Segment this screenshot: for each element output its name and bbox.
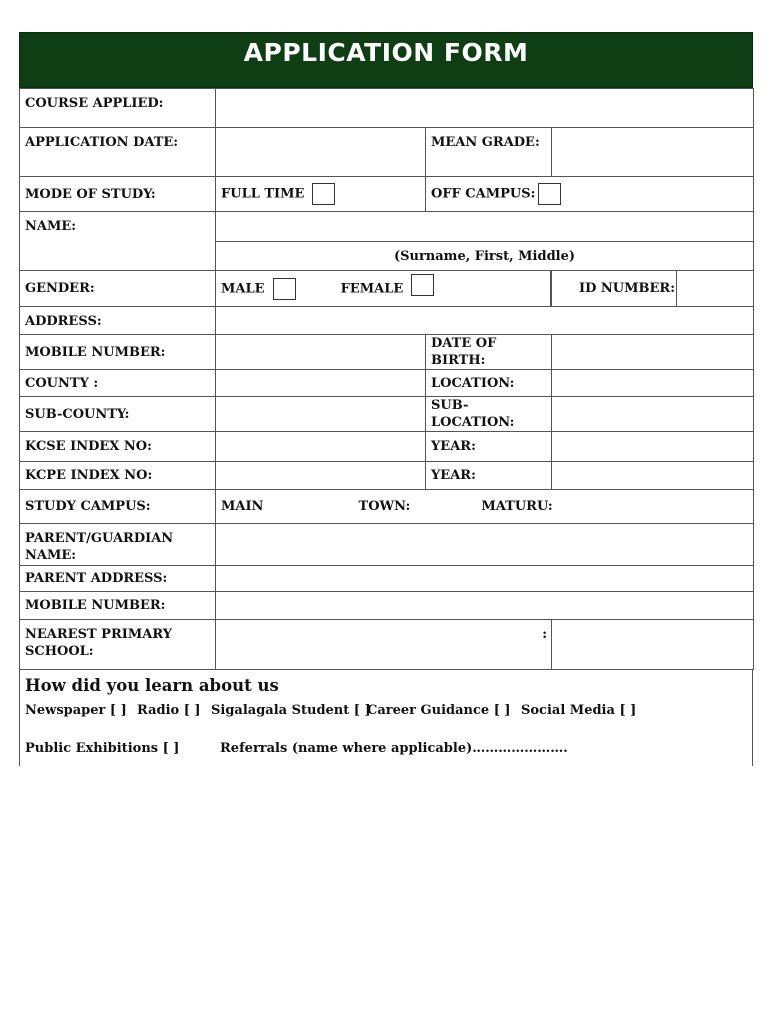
- kcse-year-field[interactable]: [552, 432, 754, 462]
- mobile-number-field[interactable]: [216, 335, 426, 370]
- newspaper-option[interactable]: Newspaper [ ]: [25, 703, 127, 718]
- kcse-index-label: KCSE INDEX NO:: [20, 432, 216, 462]
- sub-county-field[interactable]: [216, 397, 426, 432]
- address-label: ADDRESS:: [20, 307, 216, 335]
- mode-of-study-label: MODE OF STUDY:: [20, 177, 216, 212]
- off-campus-cell: [426, 177, 754, 212]
- full-time-checkbox[interactable]: [312, 183, 335, 205]
- kcpe-year-label: YEAR:: [426, 462, 552, 490]
- application-date-label: APPLICATION DATE:: [20, 128, 216, 177]
- gender-options: [216, 271, 552, 307]
- application-form: [19, 32, 753, 766]
- nearest-primary-field[interactable]: :: [216, 620, 552, 670]
- parent-mobile-label: MOBILE NUMBER:: [20, 592, 216, 620]
- date-of-birth-field[interactable]: [552, 335, 754, 370]
- county-label: COUNTY :: [20, 370, 216, 397]
- male-label: MALE: [221, 281, 265, 296]
- learn-title: How did you learn about us: [25, 676, 279, 695]
- full-time-cell: [216, 177, 426, 212]
- name-label: NAME:: [20, 212, 216, 242]
- male-checkbox[interactable]: [273, 278, 296, 300]
- how-did-you-learn-section: [19, 670, 753, 766]
- full-time-label: FULL TIME: [221, 186, 305, 202]
- kcpe-index-label: KCPE INDEX NO:: [20, 462, 216, 490]
- parent-address-label: PARENT ADDRESS:: [20, 566, 216, 592]
- main-campus-option[interactable]: MAIN: [221, 499, 264, 514]
- career-guidance-option[interactable]: Career Guidance [ ]: [367, 703, 511, 718]
- mobile-number-label: MOBILE NUMBER:: [20, 335, 216, 370]
- off-campus-checkbox[interactable]: [538, 183, 561, 205]
- town-campus-option[interactable]: TOWN:: [358, 499, 411, 514]
- study-campus-label: STUDY CAMPUS:: [20, 490, 216, 524]
- radio-option[interactable]: Radio [ ]: [137, 703, 201, 718]
- address-field[interactable]: [216, 307, 754, 335]
- female-label: FEMALE: [340, 281, 404, 296]
- county-field[interactable]: [216, 370, 426, 397]
- parent-name-label: PARENT/GUARDIAN NAME:: [20, 524, 216, 566]
- off-campus-label: OFF CAMPUS:: [431, 186, 536, 202]
- sub-location-label: SUB-LOCATION:: [426, 397, 552, 432]
- name-hint: (Surname, First, Middle): [216, 242, 754, 271]
- id-number-label: ID NUMBER:: [550, 271, 676, 306]
- social-media-option[interactable]: Social Media [ ]: [521, 703, 637, 718]
- public-exhibitions-option[interactable]: Public Exhibitions [ ]: [25, 741, 180, 756]
- sub-county-label: SUB-COUNTY:: [20, 397, 216, 432]
- kcse-year-label: YEAR:: [426, 432, 552, 462]
- nearest-primary-extra-field[interactable]: [552, 620, 754, 670]
- form-title: APPLICATION FORM: [19, 32, 753, 88]
- course-applied-label: COURSE APPLIED:: [20, 89, 216, 128]
- study-campus-options: [216, 490, 754, 524]
- mean-grade-field[interactable]: [552, 128, 754, 177]
- application-date-field[interactable]: [216, 128, 426, 177]
- sub-location-field[interactable]: [552, 397, 754, 432]
- kcpe-index-field[interactable]: [216, 462, 426, 490]
- date-of-birth-label: DATE OF BIRTH:: [426, 335, 552, 370]
- referrals-option[interactable]: Referrals (name where applicable)………………….: [220, 741, 568, 756]
- form-grid: [19, 88, 754, 670]
- nearest-primary-label: NEAREST PRIMARY SCHOOL:: [20, 620, 216, 670]
- parent-address-field[interactable]: [216, 566, 754, 592]
- gender-label: GENDER:: [20, 271, 216, 307]
- name-field[interactable]: [216, 212, 754, 242]
- id-number-cell: [552, 271, 754, 307]
- kcpe-year-field[interactable]: [552, 462, 754, 490]
- kcse-index-field[interactable]: [216, 432, 426, 462]
- course-applied-field[interactable]: [216, 89, 754, 128]
- parent-mobile-field[interactable]: [216, 592, 754, 620]
- female-checkbox[interactable]: [411, 274, 434, 296]
- location-field[interactable]: [552, 370, 754, 397]
- maturu-campus-option[interactable]: MATURU:: [481, 499, 553, 514]
- mean-grade-label: MEAN GRADE:: [426, 128, 552, 177]
- sigalagala-student-option[interactable]: Sigalagala Student [ ]: [211, 703, 371, 718]
- parent-name-field[interactable]: [216, 524, 754, 566]
- location-label: LOCATION:: [426, 370, 552, 397]
- id-number-field[interactable]: [676, 271, 753, 306]
